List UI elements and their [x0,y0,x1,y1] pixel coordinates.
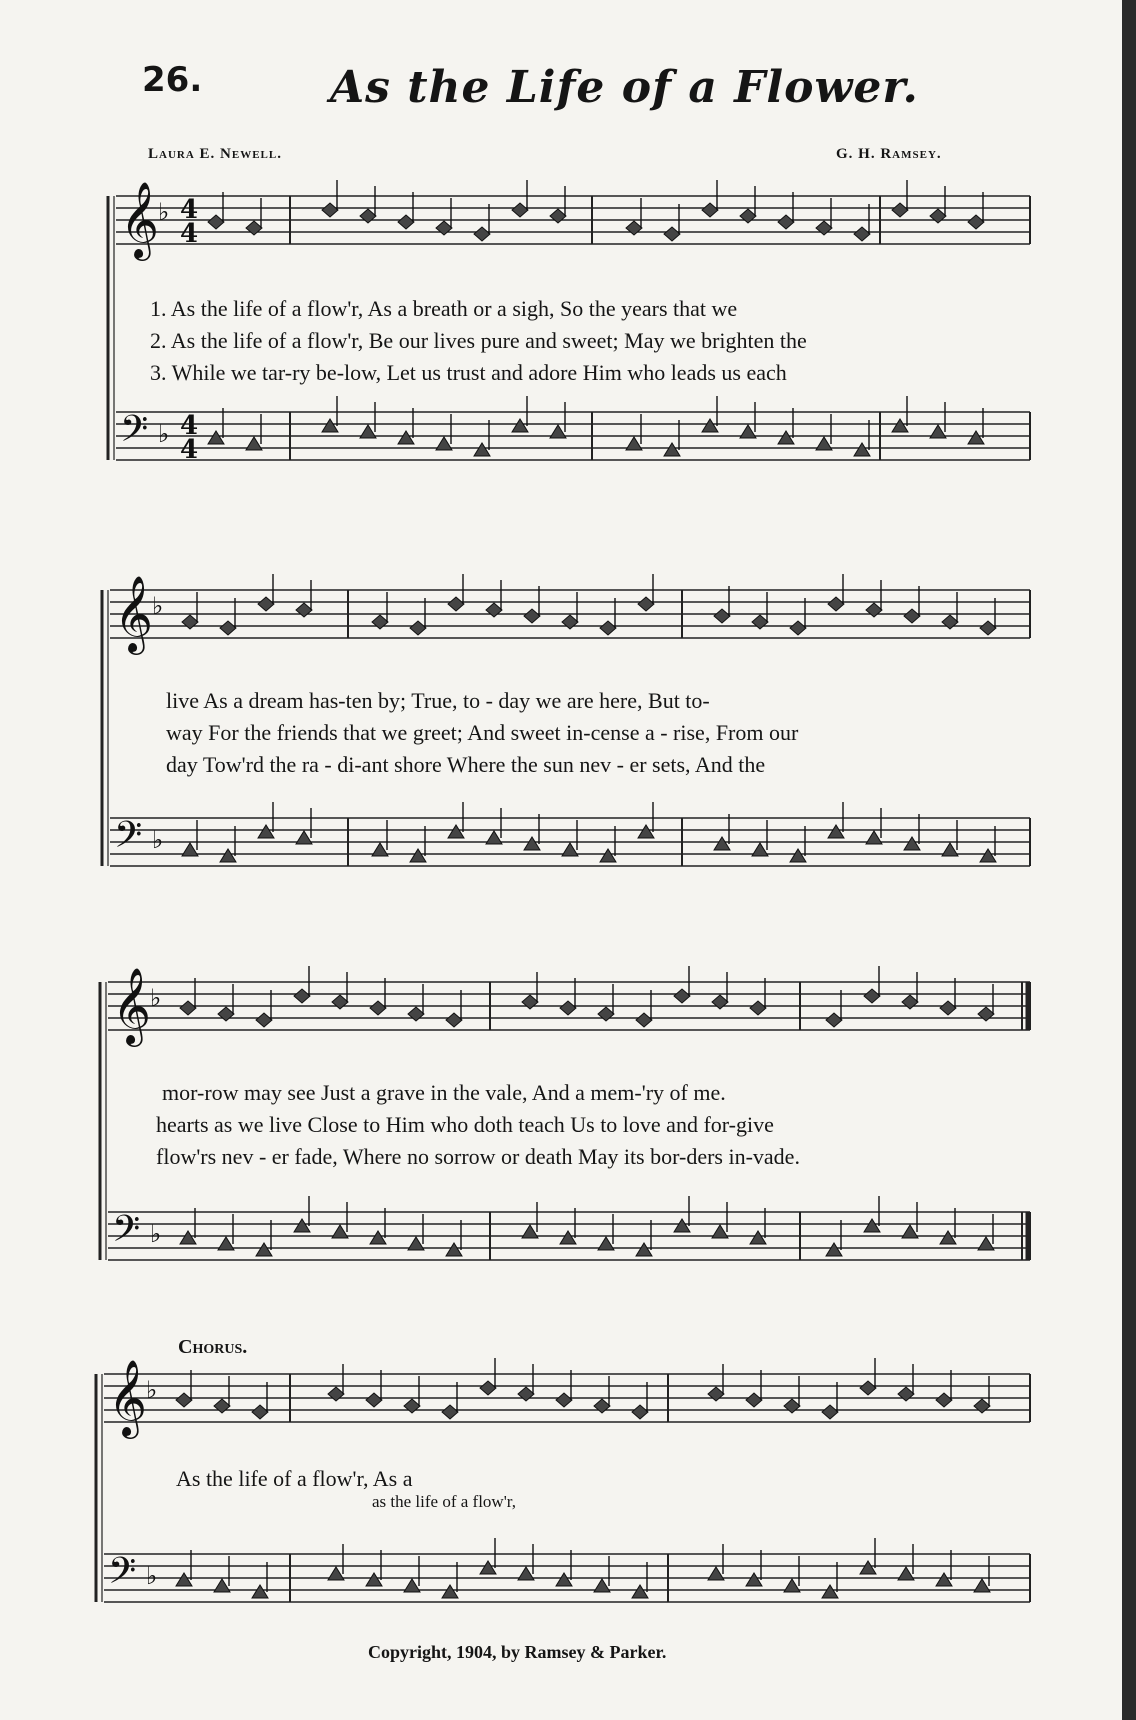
chorus-echo-lyrics: as the life of a flow'r, [372,1492,516,1511]
time-signature-bottom: 4 [180,435,199,465]
shape-note-diamond [448,597,464,611]
shape-note-diamond [246,221,262,235]
system1-verse1: 1. As the life of a flow'r, As a breath or a sigh, So the years that we [150,296,738,321]
time-signature-top: 4 [180,411,199,441]
key-signature-flat: ♭ [158,420,170,448]
shape-note-triangle [370,1231,386,1244]
system2-verse3: day Tow'rd the ra - di-ant shore Where the sun nev - er sets, And the [166,752,766,777]
shape-note-triangle [892,419,908,432]
shape-note-diamond [294,989,310,1003]
shape-note-diamond [182,615,198,629]
shape-note-triangle [256,1243,272,1256]
shape-note-triangle [410,849,426,862]
treble-clef: 𝄞 [112,967,152,1044]
lyricist-credit: Laura E. Newell. [148,146,282,162]
system1-verse2: 2. As the life of a flow'r, Be our lives pure and sweet; May we brighten the [150,328,807,353]
key-signature-flat: ♭ [146,1562,158,1590]
shape-note-triangle [664,443,680,456]
shape-note-diamond [978,1007,994,1021]
shape-note-diamond [860,1381,876,1395]
shape-note-triangle [978,1237,994,1250]
composer-credit: G. H. Ramsey. [836,146,942,162]
shape-note-diamond [366,1393,382,1407]
shape-note-triangle [220,849,236,862]
shape-note-diamond [480,1381,496,1395]
shape-note-diamond [866,603,882,617]
chorus-lyrics: As the life of a flow'r, As a [176,1466,413,1491]
system3-verse2: hearts as we live Close to Him who doth teach Us to love and for-give [156,1112,774,1137]
shape-note-diamond [410,621,426,635]
shape-note-triangle [180,1231,196,1244]
shape-note-triangle [822,1585,838,1598]
shape-note-triangle [860,1561,876,1574]
shape-note-triangle [524,837,540,850]
shape-note-diamond [332,995,348,1009]
shape-note-diamond [408,1007,424,1021]
key-signature-flat: ♭ [152,826,164,854]
shape-note-triangle [332,1225,348,1238]
time-signature-top: 4 [180,195,199,225]
shape-note-triangle [826,1243,842,1256]
shape-note-diamond [904,609,920,623]
shape-note-diamond [328,1387,344,1401]
shape-note-diamond [864,989,880,1003]
shape-note-triangle [940,1231,956,1244]
shape-note-triangle [632,1585,648,1598]
shape-note-diamond [892,203,908,217]
shape-note-diamond [220,621,236,635]
shape-note-triangle [708,1567,724,1580]
shape-note-triangle [750,1231,766,1244]
shape-note-triangle [372,843,388,856]
shape-note-triangle [328,1567,344,1580]
shape-note-diamond [626,221,642,235]
shape-note-diamond [826,1013,842,1027]
treble-clef: 𝄞 [114,575,154,652]
shape-note-diamond [256,1013,272,1027]
key-signature-flat: ♭ [146,1376,158,1404]
shape-note-triangle [828,825,844,838]
copyright-notice: Copyright, 1904, by Ramsey & Parker. [368,1642,667,1662]
shape-note-diamond [980,621,996,635]
shape-note-diamond [740,209,756,223]
shape-note-triangle [752,843,768,856]
shape-note-diamond [636,1013,652,1027]
shape-note-diamond [674,989,690,1003]
shape-note-diamond [974,1399,990,1413]
shape-note-triangle [902,1225,918,1238]
shape-note-diamond [296,603,312,617]
shape-note-diamond [258,597,274,611]
shape-note-triangle [486,831,502,844]
shape-note-diamond [750,1001,766,1015]
system2-verse2: way For the friends that we greet; And sweet in-cense a - rise, From our [166,720,799,745]
shape-note-diamond [968,215,984,229]
hymn-number: 26. [142,60,203,100]
shape-note-triangle [712,1225,728,1238]
shape-note-triangle [550,425,566,438]
hymn-title: As the Life of a Flower. [330,62,919,113]
chorus-label: Chorus. [178,1336,248,1358]
shape-note-diamond [322,203,338,217]
shape-note-diamond [930,209,946,223]
shape-note-diamond [372,615,388,629]
bass-clef: 𝄢 [120,408,149,459]
bass-clef: 𝄢 [112,1208,141,1259]
system3-verse3: flow'rs nev - er fade, Where no sorrow or death May its bor-ders in-vade. [156,1144,800,1169]
shape-note-diamond [600,621,616,635]
key-signature-flat: ♭ [150,1220,162,1248]
shape-note-triangle [518,1567,534,1580]
shape-note-diamond [898,1387,914,1401]
shape-note-triangle [674,1219,690,1232]
shape-note-diamond [664,227,680,241]
shape-note-triangle [322,419,338,432]
shape-note-diamond [936,1393,952,1407]
key-signature-flat: ♭ [150,984,162,1012]
shape-note-triangle [746,1573,762,1586]
shape-note-diamond [512,203,528,217]
shape-note-triangle [522,1225,538,1238]
shape-note-diamond [474,227,490,241]
shape-note-triangle [638,825,654,838]
key-signature-flat: ♭ [152,592,164,620]
shape-note-triangle [702,419,718,432]
shape-note-triangle [942,843,958,856]
shape-note-triangle [474,443,490,456]
shape-note-diamond [404,1399,420,1413]
shape-note-triangle [864,1219,880,1232]
shape-note-diamond [940,1001,956,1015]
shape-note-triangle [404,1579,420,1592]
shape-note-triangle [854,443,870,456]
shape-note-diamond [638,597,654,611]
time-signature-bottom: 4 [180,219,199,249]
shape-note-diamond [708,1387,724,1401]
shape-note-diamond [714,609,730,623]
key-signature-flat: ♭ [158,198,170,226]
shape-note-diamond [214,1399,230,1413]
shape-note-triangle [562,843,578,856]
shape-note-diamond [436,221,452,235]
shape-note-triangle [740,425,756,438]
shape-note-triangle [560,1231,576,1244]
shape-note-triangle [600,849,616,862]
shape-note-diamond [176,1393,192,1407]
shape-note-diamond [524,609,540,623]
shape-note-diamond [822,1405,838,1419]
shape-note-diamond [854,227,870,241]
shape-note-diamond [828,597,844,611]
shape-note-triangle [408,1237,424,1250]
treble-clef: 𝄞 [108,1359,148,1436]
shape-note-diamond [752,615,768,629]
shape-note-triangle [936,1573,952,1586]
shape-note-diamond [560,1001,576,1015]
shape-note-triangle [176,1573,192,1586]
shape-note-triangle [252,1585,268,1598]
bass-clef: 𝄢 [108,1550,137,1601]
shape-note-diamond [218,1007,234,1021]
shape-note-triangle [980,849,996,862]
shape-note-diamond [702,203,718,217]
shape-note-triangle [790,849,806,862]
shape-note-diamond [360,209,376,223]
shape-note-triangle [398,431,414,444]
shape-note-triangle [294,1219,310,1232]
shape-note-diamond [370,1001,386,1015]
shape-note-triangle [448,825,464,838]
shape-note-triangle [778,431,794,444]
shape-note-triangle [446,1243,462,1256]
shape-note-triangle [360,425,376,438]
shape-note-diamond [712,995,728,1009]
shape-note-diamond [902,995,918,1009]
shape-note-triangle [258,825,274,838]
shape-note-triangle [556,1573,572,1586]
shape-note-diamond [598,1007,614,1021]
shape-note-triangle [512,419,528,432]
shape-note-triangle [594,1579,610,1592]
shape-note-diamond [816,221,832,235]
bass-clef: 𝄢 [114,814,143,865]
shape-note-triangle [208,431,224,444]
shape-note-diamond [746,1393,762,1407]
shape-note-diamond [252,1405,268,1419]
system2-verse1: live As a dream has-ten by; True, to - day we are here, But to- [166,688,710,713]
shape-note-triangle [714,837,730,850]
shape-note-triangle [930,425,946,438]
system1-verse3: 3. While we tar-ry be-low, Let us trust and adore Him who leads us each [150,360,787,385]
shape-note-diamond [562,615,578,629]
shape-note-triangle [968,431,984,444]
shape-note-triangle [246,437,262,450]
shape-note-triangle [974,1579,990,1592]
shape-note-triangle [598,1237,614,1250]
shape-note-diamond [208,215,224,229]
shape-note-triangle [816,437,832,450]
treble-clef: 𝄞 [120,181,160,258]
system3-verse1: mor-row may see Just a grave in the vale, And a mem-'ry of me. [162,1080,726,1105]
shape-note-triangle [904,837,920,850]
shape-note-diamond [778,215,794,229]
shape-note-triangle [436,437,452,450]
shape-note-triangle [636,1243,652,1256]
shape-note-triangle [480,1561,496,1574]
shape-note-diamond [550,209,566,223]
shape-note-diamond [522,995,538,1009]
shape-note-triangle [214,1579,230,1592]
shape-note-diamond [398,215,414,229]
shape-note-triangle [898,1567,914,1580]
shape-note-diamond [486,603,502,617]
shape-note-triangle [218,1237,234,1250]
shape-note-diamond [556,1393,572,1407]
shape-note-triangle [366,1573,382,1586]
shape-note-diamond [632,1405,648,1419]
shape-note-triangle [866,831,882,844]
shape-note-diamond [942,615,958,629]
shape-note-diamond [518,1387,534,1401]
shape-note-triangle [296,831,312,844]
shape-note-triangle [442,1585,458,1598]
shape-note-triangle [182,843,198,856]
shape-note-diamond [180,1001,196,1015]
shape-note-diamond [446,1013,462,1027]
shape-note-triangle [626,437,642,450]
shape-note-diamond [784,1399,800,1413]
shape-note-triangle [784,1579,800,1592]
shape-note-diamond [442,1405,458,1419]
shape-note-diamond [594,1399,610,1413]
shape-note-diamond [790,621,806,635]
